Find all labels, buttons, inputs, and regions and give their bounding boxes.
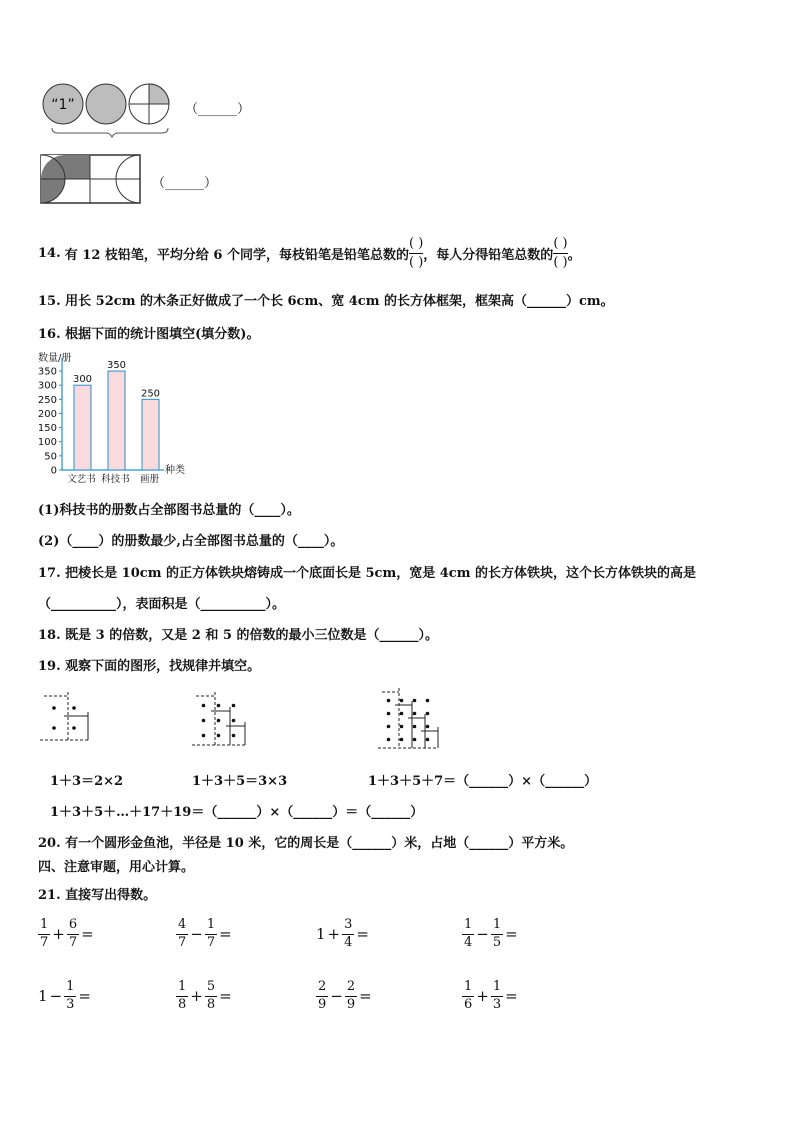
chart-category-label: 科技书 (101, 474, 130, 485)
q19-text: 观察下面的图形，找规律并填空。 (65, 659, 261, 674)
calc-fraction-b: $\frac{1}{5}$ (492, 917, 502, 950)
question-16 (38, 323, 259, 342)
calc-fraction-a: $\frac{4}{7}$ (178, 917, 187, 950)
calc-item[interactable] (176, 980, 234, 1011)
pattern-dot (387, 712, 391, 716)
pattern-dot (232, 704, 236, 708)
chart-y-tick-label: 350 (37, 366, 57, 378)
calc-fraction-a: $\frac{1}{8}$ (178, 979, 187, 1012)
calc-item[interactable] (176, 918, 234, 949)
pattern-dot (426, 725, 430, 729)
q15-number: 15. (38, 294, 61, 309)
pattern-dot (387, 699, 391, 703)
question-19 (38, 655, 260, 674)
pattern-dot (426, 699, 430, 703)
calc-fraction-b: $\frac{2}{9}$ (346, 979, 356, 1012)
calc-fraction-b: $\frac{6}{7}$ (68, 917, 78, 950)
chart-y-tick-label: 0 (50, 465, 57, 477)
chart-x-axis-label: 种类 (165, 465, 185, 476)
calc-equals: = (505, 986, 518, 1005)
circle-label: “1” (51, 97, 75, 113)
pattern-dot (72, 706, 76, 710)
pattern-dot (232, 719, 236, 723)
pattern-dot (426, 738, 430, 742)
calc-fraction-a: $\frac{1}{7}$ (40, 917, 49, 950)
calc-equals: = (505, 924, 518, 943)
chart-category-label: 画册 (139, 474, 160, 485)
q19-equation-3[interactable]: 1＋3＋5＋7＝（______）×（______） (368, 774, 598, 789)
calc-operator: − (190, 924, 203, 943)
q20-text: 有一个圆形金鱼池，半径是 10 米，它的周长是（______）米，占地（______）平方米。 (65, 836, 574, 851)
pattern-dot (72, 726, 76, 730)
pattern-dot (202, 734, 206, 738)
calc-whole-number: 1 (38, 986, 48, 1005)
question-14 (38, 236, 581, 270)
calc-equals: = (78, 986, 91, 1005)
q16-sub-2: (2)（____）的册数最少,占全部图书总量的（____）。 (38, 534, 344, 549)
pattern-dot (413, 712, 417, 716)
chart-bar (74, 385, 91, 470)
q14-fraction-blank-2[interactable]: $\frac{( )}{( )}$ (553, 236, 568, 270)
q18-number: 18. (38, 628, 61, 643)
calc-equals: = (356, 924, 369, 943)
dot-pattern-4x4 (376, 684, 450, 754)
question-21 (38, 884, 156, 903)
dot-pattern-3x3 (190, 688, 260, 754)
calc-operator: − (49, 986, 63, 1005)
calc-fraction-a: $\frac{1}{6}$ (464, 979, 473, 1012)
chart-bar-value-label: 300 (72, 374, 93, 386)
question-15 (38, 290, 614, 309)
q16-sub-1: (1)科技书的册数占全部图书总量的（____）。 (38, 503, 300, 518)
q14-text-1: 有 12 枝铅笔，平均分给 6 个同学，每枝铅笔是铅笔总数的 (64, 247, 410, 263)
pattern-dot (217, 734, 221, 738)
calc-fraction-b: $\frac{1}{7}$ (206, 917, 216, 950)
calc-item[interactable] (462, 980, 520, 1011)
q14-number: 14. (38, 245, 61, 261)
question-17 (38, 562, 696, 581)
chart-y-tick-label: 100 (37, 437, 57, 449)
calc-equals: = (81, 924, 94, 943)
pattern-dot (52, 706, 56, 710)
chart-category-label: 文艺书 (67, 474, 96, 485)
calc-fraction-a: $\frac{1}{4}$ (464, 917, 473, 950)
dot-pattern-2x2 (38, 688, 108, 754)
q16-text: 根据下面的统计图填空(填分数)。 (65, 327, 260, 342)
calc-item[interactable] (316, 918, 371, 949)
calc-operator: − (476, 924, 489, 943)
pattern-dot (400, 725, 404, 729)
calc-item[interactable] (38, 918, 96, 949)
chart-y-tick-label: 300 (37, 380, 57, 392)
calc-operator: + (190, 986, 203, 1005)
pattern-dot (413, 725, 417, 729)
question-18 (38, 624, 438, 643)
q14-fraction-blank-1[interactable]: $\frac{( )}{( )}$ (409, 236, 424, 270)
pattern-dot (217, 704, 221, 708)
calc-fraction-a: $\frac{2}{9}$ (318, 979, 327, 1012)
pattern-dot (400, 712, 404, 716)
chart-bar (108, 371, 125, 470)
q14-text-3: 。 (567, 247, 581, 263)
calc-operator: + (476, 986, 489, 1005)
pattern-dot (400, 699, 404, 703)
q17-text-line2: （__________），表面积是（__________）。 (38, 597, 286, 612)
pattern-dot (52, 726, 56, 730)
calc-equals: = (219, 986, 232, 1005)
q19-equation-4[interactable]: 1＋3＋5＋…＋17＋19＝（______）×（______）＝（______） (50, 805, 424, 820)
chart-bar-value-label: 350 (106, 360, 127, 372)
chart-y-tick-label: 200 (37, 408, 57, 420)
q16-number: 16. (38, 327, 61, 342)
calc-equals: = (219, 924, 232, 943)
calc-item[interactable] (316, 980, 374, 1011)
pattern-dot (413, 699, 417, 703)
pattern-dot (202, 719, 206, 723)
pattern-dot (400, 738, 404, 742)
pattern-dot (413, 738, 417, 742)
calc-whole-number: 1 (316, 924, 326, 943)
pattern-dot (217, 719, 221, 723)
book-bar-chart (34, 346, 204, 486)
chart-y-tick-label: 50 (44, 451, 57, 463)
calc-item[interactable] (38, 980, 93, 1011)
calc-operator: + (52, 924, 65, 943)
calc-item[interactable] (462, 918, 520, 949)
calc-operator: − (330, 986, 343, 1005)
calc-fraction-b: $\frac{1}{3}$ (66, 979, 75, 1012)
circles-answer-blank[interactable]: （______） (185, 102, 251, 117)
q17-text-line1: 把棱长是 10cm 的正方体铁块熔铸成一个底面长是 5cm，宽是 4cm 的长方体铁块，这个长方体铁块的高是 (65, 566, 696, 581)
pattern-dot (426, 712, 430, 716)
q20-number: 20. (38, 836, 61, 851)
calc-fraction-b: $\frac{1}{3}$ (492, 979, 502, 1012)
calc-fraction-b: $\frac{5}{8}$ (206, 979, 216, 1012)
chart-bar-value-label: 250 (140, 388, 161, 400)
pattern-dot (387, 738, 391, 742)
pattern-dot (387, 725, 391, 729)
q19-number: 19. (38, 659, 61, 674)
q18-text: 既是 3 的倍数，又是 2 和 5 的倍数的最小三位数是（______）。 (65, 628, 438, 643)
chart-bar (142, 399, 159, 470)
rectangle-answer-blank[interactable]: （______） (152, 176, 218, 191)
rectangle-figure (40, 154, 142, 206)
question-20 (38, 832, 573, 851)
q21-number: 21. (38, 888, 61, 903)
calc-operator: + (327, 924, 341, 943)
calc-fraction-b: $\frac{3}{4}$ (344, 917, 353, 950)
section-4-heading: 四、注意审题，用心计算。 (38, 860, 195, 875)
q14-text-2: ，每人分得铅笔总数的 (423, 247, 554, 263)
q15-text: 用长 52cm 的木条正好做成了一个长 6cm、宽 4cm 的长方体框架，框架高（______）cm。 (65, 294, 614, 309)
pattern-dot (202, 704, 206, 708)
circles-figure (38, 80, 178, 140)
chart-y-tick-label: 150 (37, 423, 57, 435)
calc-equals: = (359, 986, 372, 1005)
q17-number: 17. (38, 566, 61, 581)
q19-equation-2: 1＋3＋5＝3×3 (192, 774, 288, 789)
q21-text: 直接写出得数。 (65, 888, 157, 903)
pattern-dot (232, 734, 236, 738)
q19-equation-1: 1＋3＝2×2 (50, 774, 124, 789)
chart-y-tick-label: 250 (37, 394, 57, 406)
chart-y-axis-label: 数量/册 (38, 353, 72, 364)
